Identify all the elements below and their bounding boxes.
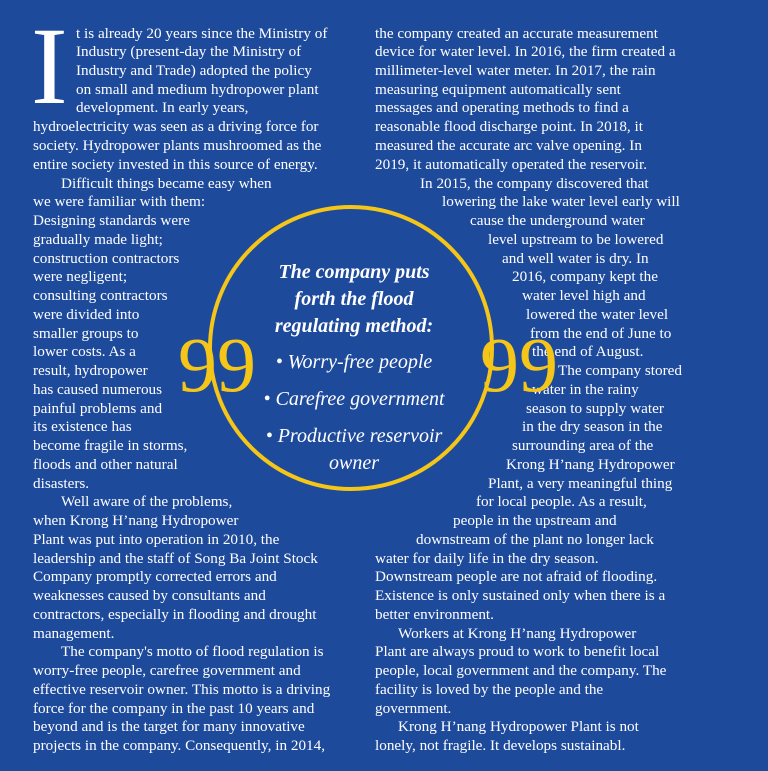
text-line: painful problems and [33, 400, 163, 417]
text-line: Plant, a very meaningful thing [488, 475, 673, 492]
text-line: government. [375, 700, 452, 717]
text-line: surrounding area of the [512, 437, 654, 454]
text-line: The company stored [558, 362, 682, 379]
text-line: Well aware of the problems, [61, 493, 233, 510]
text-line: people in the upstream and [453, 512, 617, 529]
text-line: messages and operating methods to find a [375, 99, 629, 116]
text-line: the company created an accurate measurement [375, 25, 658, 42]
text-line: people, local government and the company. The [375, 662, 667, 679]
text-line: Existence is only sustained only when there is a [375, 587, 666, 604]
text-line: Industry and Trade) adopted the policy [76, 62, 312, 79]
text-line: in the dry season in the [522, 418, 663, 435]
text-line: device for water level. In 2016, the firm created a [375, 43, 676, 60]
text-line: downstream of the plant no longer lack [416, 531, 654, 548]
text-line: 2016, company kept the [512, 268, 658, 285]
text-line: weaknesses caused by consultants and [33, 587, 266, 604]
text-line: Company promptly corrected errors and [33, 568, 277, 585]
text-line: Difficult things became easy when [61, 175, 272, 192]
text-line: better environment. [375, 606, 494, 623]
text-line: the end of August. [532, 343, 644, 360]
text-line: Downstream people are not afraid of flooding. [375, 568, 658, 585]
text-line: measured the accurate arc valve opening. In [375, 137, 642, 154]
text-line: reasonable flood discharge point. In 2018, it [375, 118, 643, 135]
text-line: effective reservoir owner. This motto is a driving [33, 681, 331, 698]
text-line: The company's motto of flood regulation is [61, 643, 324, 660]
text-line: projects in the company. Consequently, in 2014, [33, 737, 326, 754]
text-line: disasters. [33, 475, 90, 492]
text-line: beyond and is the target for many innovative [33, 718, 305, 735]
pullquote-title-line: The company puts [278, 261, 430, 283]
text-line: contractors, especially in flooding and drought [33, 606, 317, 623]
text-line: millimeter-level water meter. In 2017, the rain [375, 62, 656, 79]
text-line: construction contractors [33, 250, 180, 267]
text-line: level upstream to be lowered [488, 231, 664, 248]
text-line: has caused numerous [33, 381, 163, 398]
pullquote-item: • Worry-free people [275, 351, 433, 373]
text-line: consulting contractors [33, 287, 168, 304]
pullquote-title-line: regulating method: [274, 315, 434, 337]
text-line: water for daily life in the dry season. [375, 550, 599, 567]
text-line: lowering the lake water level early will [442, 193, 680, 210]
pullquote-item: • Productive reservoir [265, 425, 443, 447]
text-line: and well water is dry. In [502, 250, 649, 267]
open-quote-icon: 99 [178, 321, 256, 408]
text-line: its existence has [33, 418, 132, 435]
text-line: t is already 20 years since the Ministry of [76, 25, 328, 42]
text-line: when Krong H’nang Hydropower [33, 512, 239, 529]
text-line: smaller groups to [33, 325, 139, 342]
text-line: Plant are always proud to work to benefit local [375, 643, 660, 660]
text-line: facility is loved by the people and the [375, 681, 604, 698]
text-line: floods and other natural [33, 456, 178, 473]
text-line: Industry (present-day the Ministry of [76, 43, 302, 60]
text-line: season to supply water [526, 400, 664, 417]
text-line: hydroelectricity was seen as a driving force for [33, 118, 319, 135]
text-line: 2019, it automatically operated the reservoir. [375, 156, 648, 173]
text-line: society. Hydropower plants mushroomed as the [33, 137, 322, 154]
text-line: lower costs. As a [33, 343, 136, 360]
text-line: Krong H’nang Hydropower [506, 456, 675, 473]
text-line: water level high and [522, 287, 646, 304]
text-line: on small and medium hydropower plant [76, 81, 319, 98]
text-line: Krong H’nang Hydropower Plant is not [398, 718, 639, 735]
text-line: we were familiar with them: [33, 193, 206, 210]
text-line: were negligent; [33, 268, 128, 285]
text-line: lonely, not fragile. It develops sustainabl. [375, 737, 626, 754]
text-line: leadership and the staff of Song Ba Joint Stock [33, 550, 318, 567]
close-quote-icon: 99 [480, 321, 558, 408]
text-line: from the end of June to [530, 325, 672, 342]
pullquote-item: owner [329, 452, 379, 474]
text-line: were divided into [33, 306, 140, 323]
text-line: entire society invested in this source of energy. [33, 156, 318, 173]
text-line: management. [33, 625, 115, 642]
text-line: Designing standards were [33, 212, 190, 229]
text-line: result, hydropower [33, 362, 148, 379]
text-line: water in the rainy [532, 381, 639, 398]
text-line: worry-free people, carefree government and [33, 662, 301, 679]
text-line: development. In early years, [76, 99, 249, 116]
pullquote-title-line: forth the flood [294, 288, 414, 310]
text-line: Workers at Krong H’nang Hydropower [398, 625, 637, 642]
text-line: force for the company in the past 10 years and [33, 700, 315, 717]
text-line: lowered the water level [526, 306, 669, 323]
text-line: become fragile in storms, [33, 437, 188, 454]
pullquote-item: • Carefree government [263, 388, 445, 410]
text-line: measuring equipment automatically sent [375, 81, 621, 98]
drop-cap: I [31, 5, 68, 127]
text-line: cause the underground water [470, 212, 645, 229]
text-line: In 2015, the company discovered that [420, 175, 649, 192]
text-line: Plant was put into operation in 2010, the [33, 531, 280, 548]
text-line: for local people. As a result, [476, 493, 647, 510]
text-line: gradually made light; [33, 231, 163, 248]
